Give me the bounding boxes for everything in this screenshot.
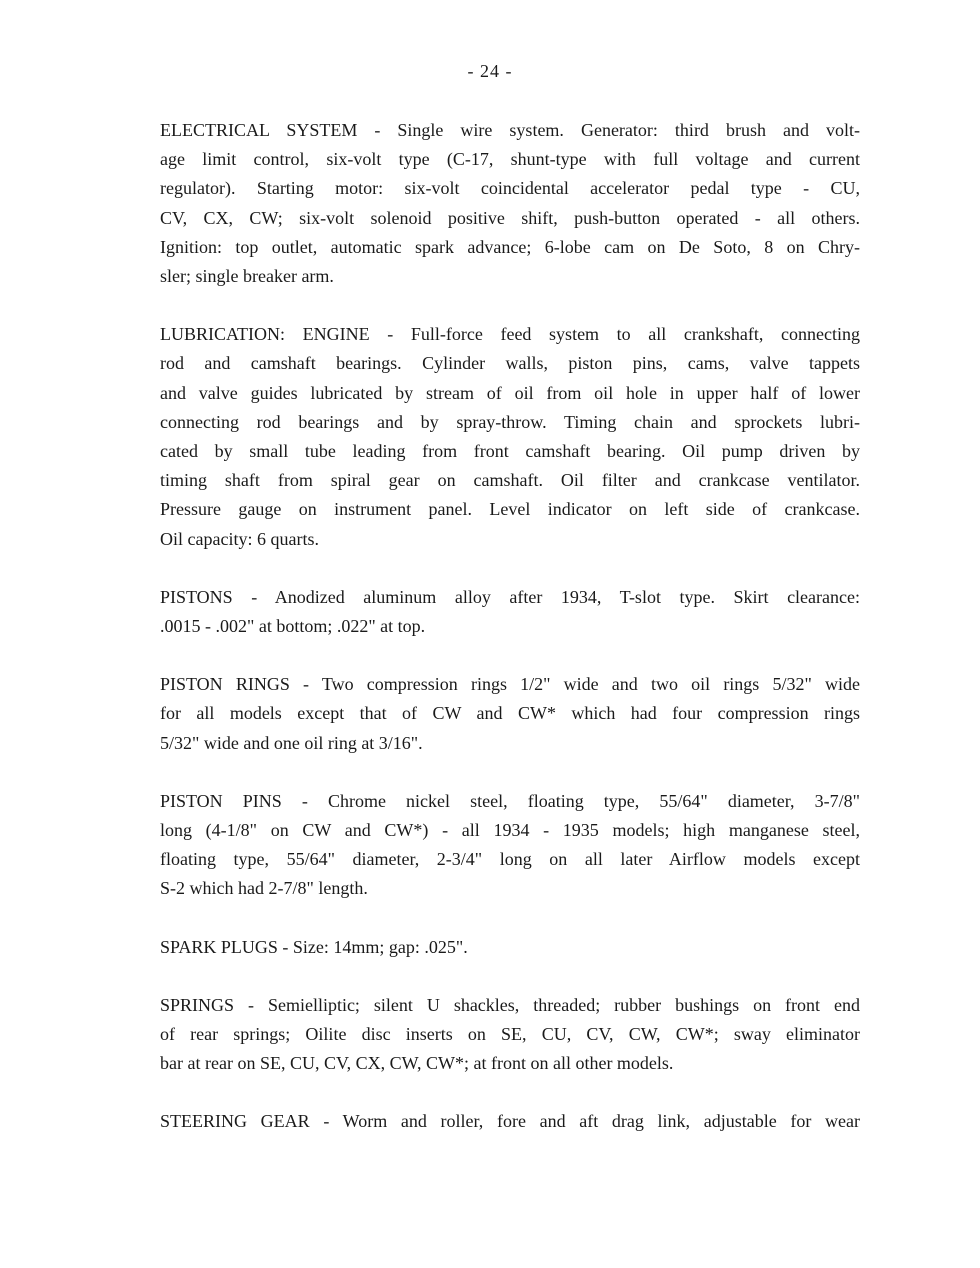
paragraph-spark-plugs [160,933,860,962]
document-body [160,116,860,1137]
text-line: CV, CX, CW; six-volt solenoid positive shift, push-button operated - all others. [160,207,860,228]
paragraph-piston-pins [160,787,860,904]
paragraph-springs [160,991,860,1079]
paragraph-lubrication [160,320,860,554]
text-line: Ignition: top outlet, automatic spark advance; 6-lobe cam on De Soto, 8 on Chry- [160,236,860,257]
text-line: Oil capacity: 6 quarts. [160,528,319,549]
text-line: floating type, 55/64" diameter, 2-3/4" long on all later Airflow models except [160,849,860,870]
text-line: for all models except that of CW and CW* which had four compression rings [160,703,860,724]
text-line: connecting rod bearings and by spray-throw. Timing chain and sprockets lubri- [160,411,860,432]
text-line: PISTONS - Anodized aluminum alloy after 1934, T-slot type. Skirt clearance: [160,586,860,607]
text-line: S-2 which had 2-7/8" length. [160,878,368,899]
text-line: PISTON PINS - Chrome nickel steel, floating type, 55/64" diameter, 3-7/8" [160,790,860,811]
text-line: SPRINGS - Semielliptic; silent U shackles, threaded; rubber bushings on front end [160,994,860,1015]
paragraph-steering-gear [160,1107,860,1136]
text-line: ELECTRICAL SYSTEM - Single wire system. Generator: third brush and volt- [160,120,860,140]
text-line: STEERING GEAR - Worm and roller, fore and aft drag link, adjustable for wear [160,1111,860,1132]
text-line: long (4-1/8" on CW and CW*) - all 1934 - 1935 models; high manganese steel, [160,820,860,841]
text-line: age limit control, six-volt type (C-17, shunt-type with full voltage and current [160,149,860,170]
page-number: - 24 - [467,61,513,81]
text-line: SPARK PLUGS - Size: 14mm; gap: .025". [160,936,468,957]
text-line: LUBRICATION: ENGINE - Full-force feed system to all crankshaft, connecting [160,324,860,345]
paragraph-pistons [160,583,860,641]
text-line: bar at rear on SE, CU, CV, CX, CW, CW*; at front on all other models. [160,1053,674,1074]
text-line: sler; single breaker arm. [160,266,334,287]
text-line: timing shaft from spiral gear on camshaft. Oil filter and crankcase ventilator. [160,470,860,491]
text-line: PISTON RINGS - Two compression rings 1/2" wide and two oil rings 5/32" wide [160,674,860,695]
paragraph-piston-rings [160,670,860,758]
text-line: and valve guides lubricated by stream of oil from oil hole in upper half of lower [160,382,860,403]
text-line: of rear springs; Oilite disc inserts on SE, CU, CV, CW, CW*; sway eliminator [160,1024,860,1045]
text-line: cated by small tube leading from front camshaft bearing. Oil pump driven by [160,441,860,462]
text-line: rod and camshaft bearings. Cylinder walls, piston pins, cams, valve tappets [160,353,860,374]
paragraph-electrical-system [160,116,860,291]
text-line: .0015 - .002" at bottom; .022" at top. [160,616,426,637]
text-line: Pressure gauge on instrument panel. Level indicator on left side of crankcase. [160,499,860,520]
text-line: 5/32" wide and one oil ring at 3/16". [160,732,423,753]
text-line: regulator). Starting motor: six-volt coincidental accelerator pedal type - CU, [160,178,860,199]
